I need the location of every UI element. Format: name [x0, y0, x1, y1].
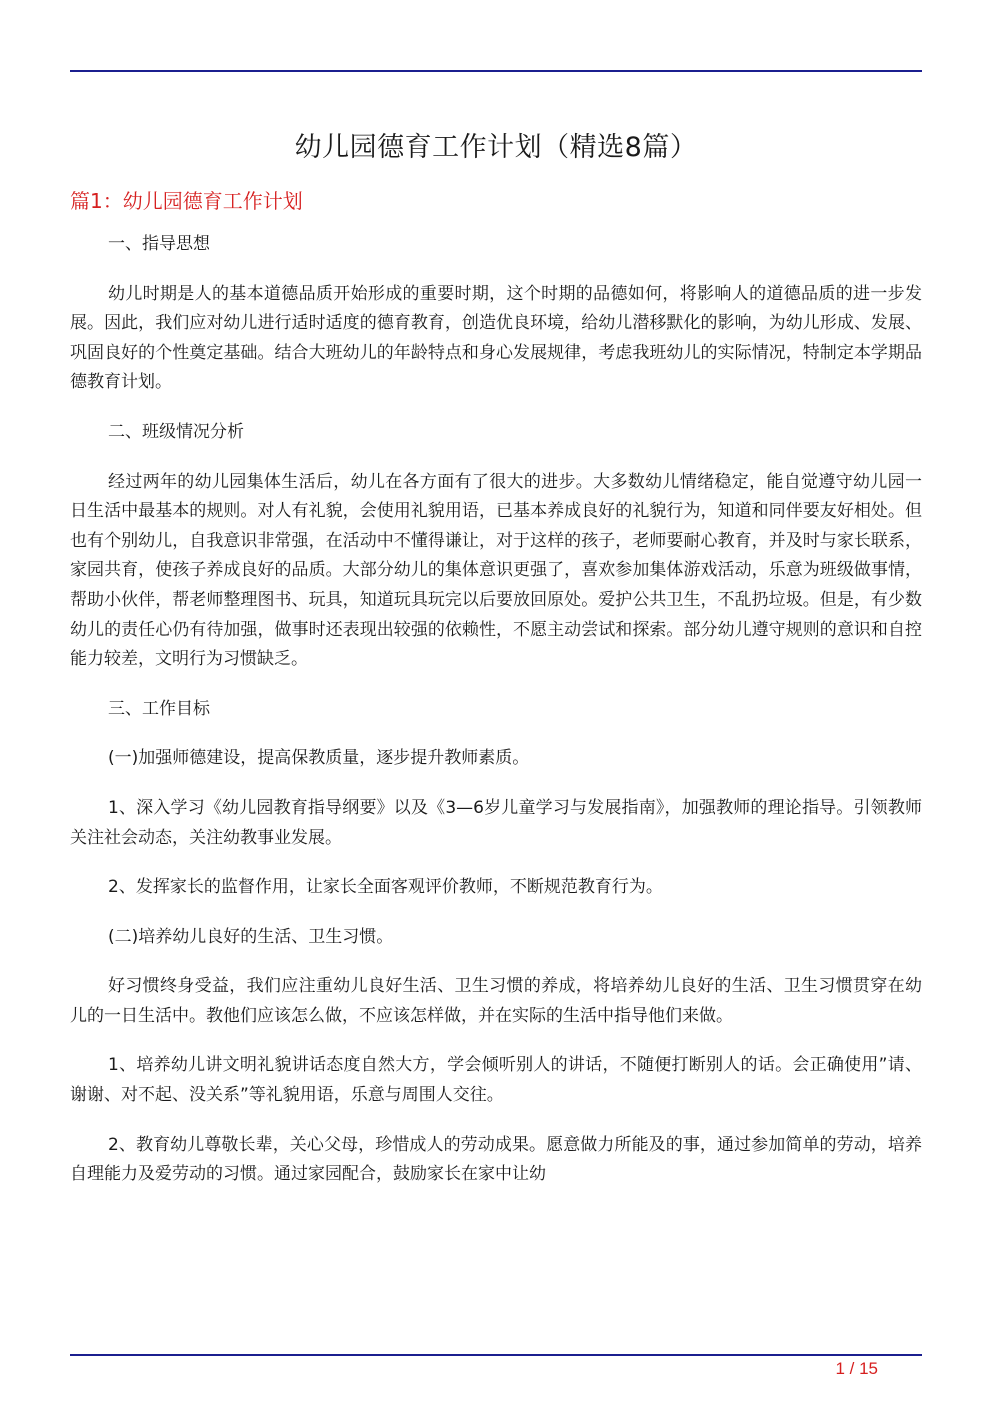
- goal-2-item-2: 2、教育幼儿尊敬长辈，关心父母，珍惜成人的劳动成果。愿意做力所能及的事，通过参加简单的劳动，培养自理能力及爱劳动的习惯。通过家园配合，鼓励家长在家中让幼: [70, 1134, 922, 1185]
- section-title: 篇1：幼儿园德育工作计划: [70, 189, 303, 213]
- heading-work-goals: 三、工作目标: [108, 698, 210, 719]
- header-rule: [70, 70, 922, 72]
- document-title: 幼儿园德育工作计划（精选8篇）: [294, 132, 698, 163]
- goal-1-item-1: 1、深入学习《幼儿园教育指导纲要》以及《3—6岁儿童学习与发展指南》，加强教师的理论指导。引领教师关注社会动态，关注幼教事业发展。: [70, 797, 922, 848]
- paragraph-class-analysis: 经过两年的幼儿园集体生活后，幼儿在各方面有了很大的进步。大多数幼儿情绪稳定，能自觉遵守幼儿园一日生活中最基本的规则。对人有礼貌，会使用礼貌用语，已基本养成良好的礼貌行为，知道和同伴要友好相处。但也有个别幼儿，自我意识非常强，在活动中不懂得谦让，对于这样的孩子，老师要耐心教育，并及时与家长联系，家园共育，使孩子养成良好的品质。大部分幼儿的集体意识更强了，喜欢参加集体游戏活动，乐意为班级做事情，帮助小伙伴，帮老师整理图书、玩具，知道玩具玩完以后要放回原处。爱护公共卫生，不乱扔垃圾。但是，有少数幼儿的责任心仍有待加强，做事时还表现出较强的依赖性，不愿主动尝试和探索。部分幼儿遵守规则的意识和自控能力较差，文明行为习惯缺乏。: [70, 471, 922, 670]
- paragraph-guiding-principle: 幼儿时期是人的基本道德品质开始形成的重要时期，这个时期的品德如何，将影响人的道德品质的进一步发展。因此，我们应对幼儿进行适时适度的德育教育，创造优良环境，给幼儿潜移默化的影响，为幼儿形成、发展、巩固良好的个性奠定基础。结合大班幼儿的年龄特点和身心发展规律，考虑我班幼儿的实际情况，特制定本学期品德教育计划。: [70, 283, 922, 393]
- footer-rule: [70, 1354, 922, 1356]
- goal-2-item-1: 1、培养幼儿讲文明礼貌讲话态度自然大方，学会倾听别人的讲话，不随便打断别人的话。会正确使用”请、谢谢、对不起、没关系”等礼貌用语，乐意与周围人交往。: [70, 1055, 922, 1106]
- heading-guiding-principle: 一、指导思想: [108, 234, 210, 254]
- goal-1-heading: (一)加强师德建设，提高保教质量，逐步提升教师素质。: [108, 748, 530, 769]
- goal-2-heading: (二)培养幼儿良好的生活、卫生习惯。: [108, 926, 394, 947]
- page-number: 1 / 15: [835, 1359, 878, 1378]
- heading-class-analysis: 二、班级情况分析: [108, 421, 244, 442]
- document-body: [70, 120, 922, 1210]
- goal-2-intro: 好习惯终身受益，我们应注重幼儿良好生活、卫生习惯的养成，将培养幼儿良好的生活、卫生习惯贯穿在幼儿的一日生活中。教他们应该怎么做，不应该怎样做，并在实际的生活中指导他们来做。: [70, 976, 922, 1026]
- goal-1-item-2: 2、发挥家长的监督作用，让家长全面客观评价教师，不断规范教育行为。: [108, 877, 663, 898]
